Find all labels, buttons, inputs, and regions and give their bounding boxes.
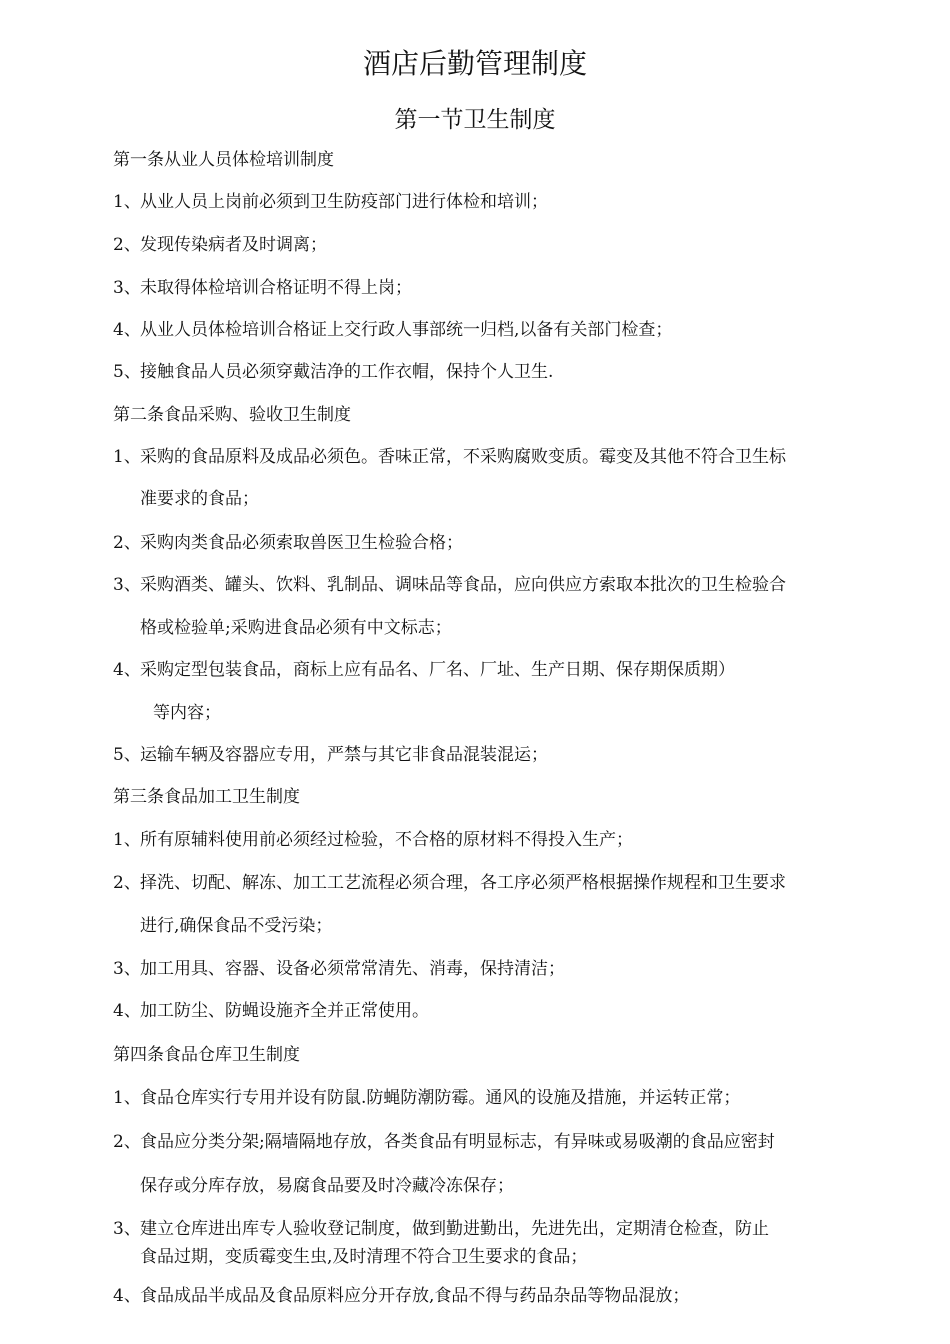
item-text: 择洗、切配、解冻、加工工艺流程必须合理，各工序必须严格根据操作规程和卫生要求 [140, 873, 786, 893]
item-number: 2、 [113, 1132, 141, 1152]
item-text: 采购酒类、罐头、饮料、乳制品、调味品等食品，应向供应方索取本批次的卫生检验合 [140, 575, 786, 595]
item-number: 2、 [113, 235, 141, 255]
item-number: 1、 [113, 1088, 141, 1108]
article-heading: 第三条食品加工卫生制度 [113, 787, 300, 807]
section-subtitle: 第一节卫生制度 [394, 107, 556, 133]
item-number: 4、 [113, 320, 141, 340]
item-number: 3、 [113, 278, 141, 298]
item-text-continuation: 准要求的食品； [140, 489, 259, 509]
item-text-continuation: 进行,确保食品不受污染； [140, 916, 333, 936]
item-number: 4、 [113, 1001, 141, 1021]
item-number: 3、 [113, 1219, 141, 1239]
item-text: 建立仓库进出库专人验收登记制度，做到勤进勤出，先进先出，定期清仓检查，防止 [140, 1219, 769, 1239]
item-text: 食品成品半成品及食品原料应分开存放,食品不得与药品杂品等物品混放； [140, 1286, 690, 1306]
article-heading: 第二条食品采购、验收卫生制度 [113, 405, 351, 425]
item-text: 采购肉类食品必须索取兽医卫生检验合格； [140, 533, 463, 553]
item-text: 加工用具、容器、设备必须常常清先、消毒，保持清洁； [140, 959, 565, 979]
item-number: 5、 [113, 362, 141, 382]
item-text-continuation: 保存或分库存放，易腐食品要及时冷藏冷冻保存； [140, 1176, 514, 1196]
item-text: 所有原辅料使用前必须经过检验，不合格的原材料不得投入生产； [140, 830, 633, 850]
item-text-continuation: 等内容； [153, 703, 221, 723]
item-number: 1、 [113, 192, 141, 212]
item-number: 5、 [113, 745, 141, 765]
item-text-continuation: 格或检验单;采购进食品必须有中文标志； [140, 618, 452, 638]
item-text: 接触食品人员必须穿戴洁净的工作衣帽，保持个人卫生. [140, 362, 554, 382]
item-text: 采购定型包装食品，商标上应有品名、厂名、厂址、生产日期、保存期保质期） [140, 660, 735, 680]
article-heading: 第四条食品仓库卫生制度 [113, 1045, 300, 1065]
item-text: 采购的食品原料及成品必须色。香味正常，不采购腐败变质。霉变及其他不符合卫生标 [140, 447, 786, 467]
item-text: 发现传染病者及时调离； [140, 235, 327, 255]
item-text: 食品仓库实行专用并设有防鼠.防蝇防潮防霉。通风的设施及措施，并运转正常； [140, 1088, 741, 1108]
item-number: 1、 [113, 447, 141, 467]
item-text: 加工防尘、防蝇设施齐全并正常使用。 [140, 1001, 429, 1021]
item-number: 1、 [113, 830, 141, 850]
item-number: 4、 [113, 1286, 141, 1306]
item-number: 2、 [113, 873, 141, 893]
item-text: 食品应分类分架;隔墙隔地存放，各类食品有明显标志，有异味或易吸潮的食品应密封 [140, 1132, 775, 1152]
item-text: 从业人员体检培训合格证上交行政人事部统一归档,以备有关部门检查； [140, 320, 673, 340]
item-number: 3、 [113, 959, 141, 979]
item-text-continuation: 食品过期，变质霉变生虫,及时清理不符合卫生要求的食品； [140, 1247, 588, 1267]
article-heading: 第一条从业人员体检培训制度 [113, 150, 334, 170]
item-text: 运输车辆及容器应专用，严禁与其它非食品混装混运； [140, 745, 548, 765]
item-text: 未取得体检培训合格证明不得上岗； [140, 278, 412, 298]
item-text: 从业人员上岗前必须到卫生防疫部门进行体检和培训； [140, 192, 548, 212]
document-title: 酒店后勤管理制度 [362, 47, 587, 80]
item-number: 3、 [113, 575, 141, 595]
item-number: 4、 [113, 660, 141, 680]
item-number: 2、 [113, 533, 141, 553]
